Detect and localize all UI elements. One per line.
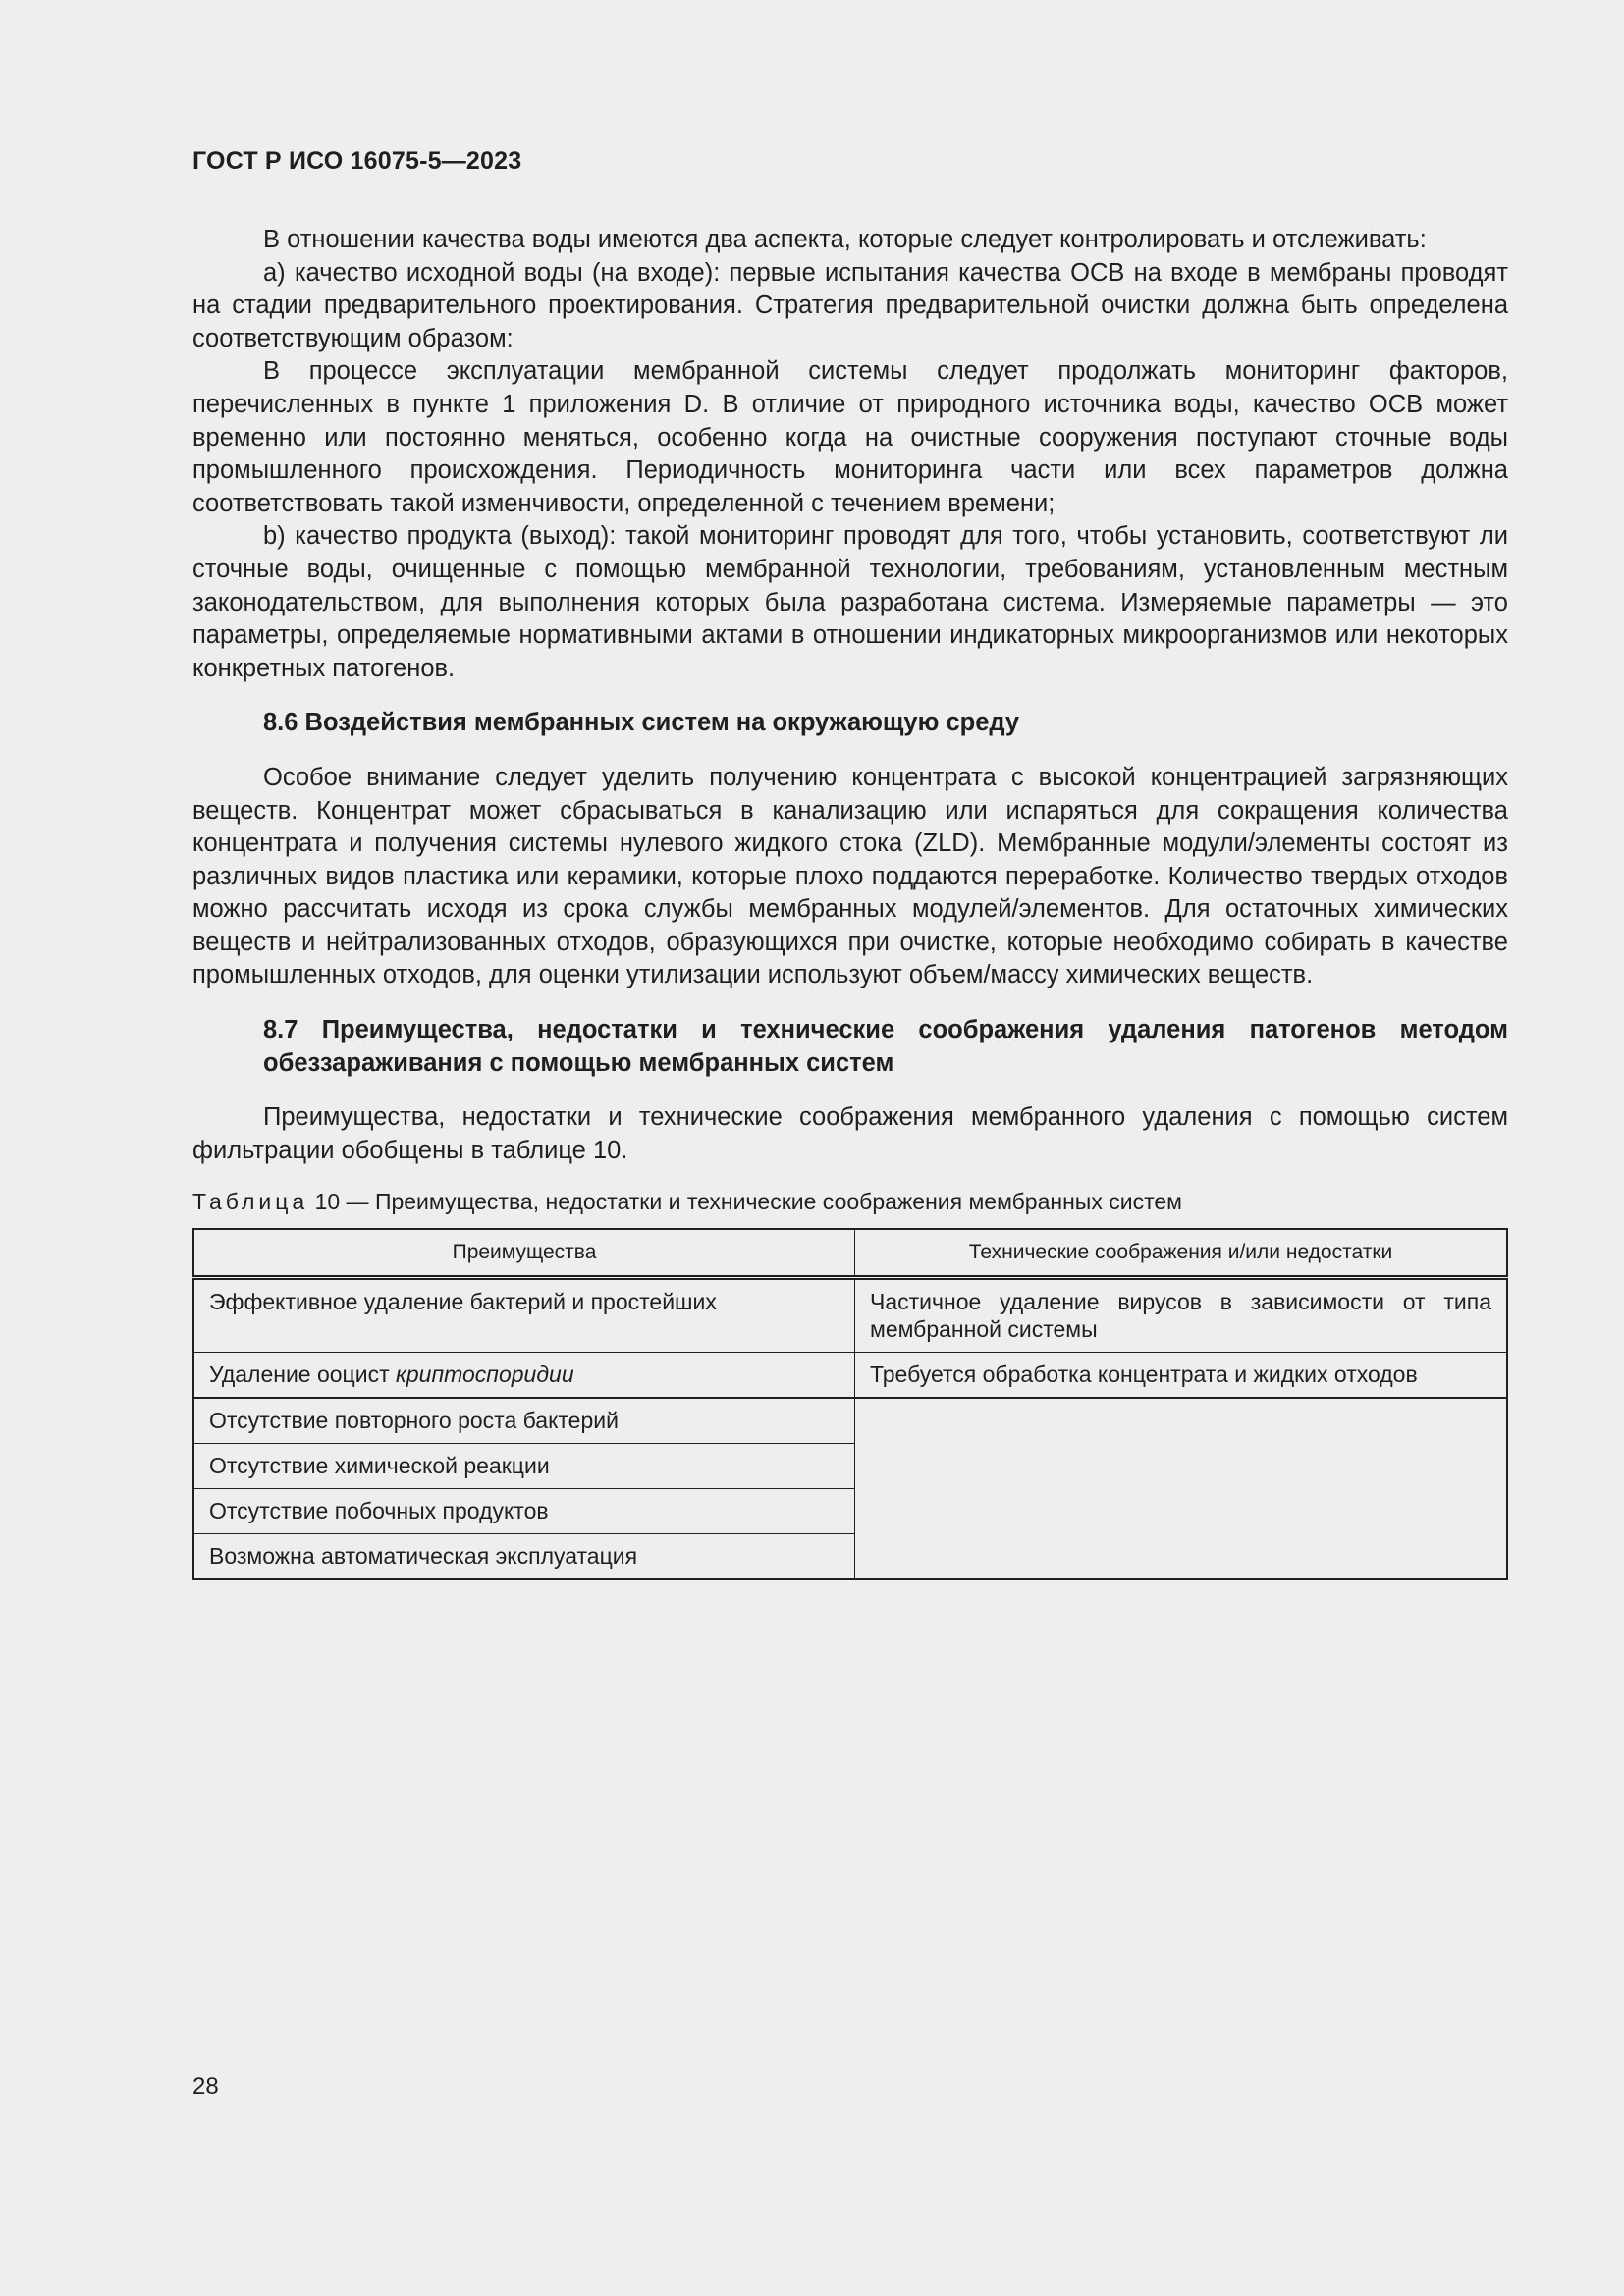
table-caption-label: Таблица [192,1189,309,1215]
column-header-considerations: Технические соображения и/или недостатки [855,1229,1508,1278]
table-cell [193,1353,855,1399]
table-header-row [193,1229,1507,1278]
paragraph: Особое внимание следует уделить получению концентрата с высокой концентрацией загрязняющих веществ. Концентрат может сбрасываться в канализацию или испаряться для сокращения количества концентрата и получения системы нулевого жидкого стока (ZLD). Мембранные модули/элементы состоят из различных видов пластика или керамики, которые плохо поддаются переработке. Количество твердых отходов можно рассчитать исходя из срока службы мембранных модулей/элементов. Для остаточных химических веществ и нейтрализованных отходов, образующихся при очистке, которые необходимо собирать в качестве промышленных отходов, для оценки утилизации используют объем/массу химических веществ. [192,763,1508,989]
section-heading-8-7: 8.7 Преимущества, недостатки и технические соображения удаления патогенов методом обеззараживания с помощью мембранных систем [263,1016,1508,1077]
table-cell-empty [855,1398,1508,1579]
cell-text-italic: криптоспоридии [396,1362,574,1388]
table-cell: Возможна автоматическая эксплуатация [193,1534,855,1580]
paragraph: Преимущества, недостатки и технические соображения мембранного удаления с помощью систем фильтрации обобщены в таблице 10. [192,1103,1508,1164]
table-cell: Требуется обработка концентрата и жидких отходов [855,1353,1508,1399]
table-cell: Отсутствие повторного роста бактерий [193,1398,855,1444]
table-caption-text: 10 — Преимущества, недостатки и технические соображения мембранных систем [308,1189,1182,1215]
page-number: 28 [192,2073,219,2100]
table-cell: Частичное удаление вирусов в зависимости от типа мембранной системы [855,1278,1508,1353]
paragraph: В процессе эксплуатации мембранной системы следует продолжать мониторинг факторов, перечисленных в пункте 1 приложения D. В отличие от природного источника воды, качество ОСВ может временно или постоянно меняться, особенно когда на очистные сооружения поступают сточные воды промышленного происхождения. Периодичность мониторинга части или всех параметров должна соответствовать такой изменчивости, определенной с течением времени; [192,357,1508,517]
table-caption [192,1187,1508,1216]
cell-text: Удаление ооцист [209,1362,396,1388]
table-cell: Отсутствие побочных продуктов [193,1489,855,1534]
table-cell: Эффективное удаление бактерий и простейших [193,1278,855,1353]
paragraph: а) качество исходной воды (на входе): первые испытания качества ОСВ на входе в мембраны проводят на стадии предварительного проектирования. Стратегия предварительной очистки должна быть определена соответствующим образом: [192,258,1508,352]
document-body [192,224,1508,1580]
table-row [193,1278,1507,1353]
paragraph: В отношении качества воды имеются два аспекта, которые следует контролировать и отслеживать: [263,226,1427,253]
paragraph: b) качество продукта (выход): такой мониторинг проводят для того, чтобы установить, соответствуют ли сточные воды, очищенные с помощью мембранной технологии, требованиям, установленным местным законодательством, для выполнения которых была разработана система. Измеряемые параметры — это параметры, определяемые нормативными актами в отношении индикаторных микроорганизмов или некоторых конкретных патогенов. [192,522,1508,682]
table-row [193,1353,1507,1399]
comparison-table [192,1228,1508,1580]
document-code-header: ГОСТ Р ИСО 16075-5—2023 [192,147,522,175]
table-cell: Отсутствие химической реакции [193,1444,855,1489]
column-header-advantages: Преимущества [193,1229,855,1278]
table-row [193,1398,1507,1444]
section-heading-8-6: 8.6 Воздействия мембранных систем на окружающую среду [263,709,1020,737]
